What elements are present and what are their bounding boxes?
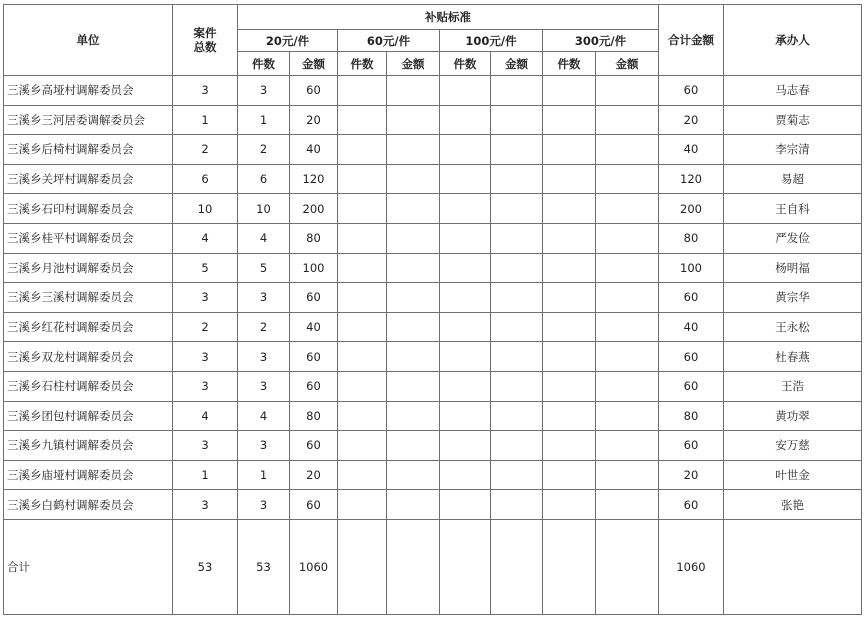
table-row: [4, 460, 862, 490]
row-cases: 3: [173, 283, 238, 313]
row-t20-count: 1: [238, 460, 290, 490]
table-row: [4, 223, 862, 253]
row-handler: 杨明福: [724, 253, 862, 283]
row-total-amount: 40: [659, 312, 724, 342]
row-t100-count: [440, 283, 491, 313]
table-row: [4, 164, 862, 194]
row-unit: 三溪乡双龙村调解委员会: [4, 342, 173, 372]
row-t20-count: 4: [238, 401, 290, 431]
row-t100-amount: [491, 223, 543, 253]
row-cases: 3: [173, 371, 238, 401]
row-handler: 王浩: [724, 371, 862, 401]
row-t20-amount: 200: [290, 194, 338, 224]
row-t300-count: [543, 342, 596, 372]
row-t60-count: [338, 460, 387, 490]
row-t60-count: [338, 253, 387, 283]
row-total-amount: 200: [659, 194, 724, 224]
row-unit: 三溪乡石印村调解委员会: [4, 194, 173, 224]
row-t60-amount: [387, 105, 440, 135]
row-total-amount: 40: [659, 135, 724, 165]
row-t300-amount: [596, 253, 659, 283]
table-row: [4, 431, 862, 461]
table-row: [4, 253, 862, 283]
row-t60-amount: [387, 194, 440, 224]
row-total-amount: 60: [659, 76, 724, 106]
row-t60-count: [338, 105, 387, 135]
row-t20-count: 2: [238, 135, 290, 165]
row-handler: 李宗清: [724, 135, 862, 165]
row-unit: 三溪乡三溪村调解委员会: [4, 283, 173, 313]
row-t20-count: 3: [238, 76, 290, 106]
summary-cases: 53: [173, 519, 238, 614]
row-t60-amount: [387, 401, 440, 431]
row-t20-amount: 60: [290, 490, 338, 520]
row-handler: 杜春燕: [724, 342, 862, 372]
row-handler: 叶世金: [724, 460, 862, 490]
row-t300-amount: [596, 76, 659, 106]
row-t100-count: [440, 312, 491, 342]
row-t300-amount: [596, 460, 659, 490]
row-unit: 三溪乡庙垭村调解委员会: [4, 460, 173, 490]
row-t60-amount: [387, 76, 440, 106]
header-case-total-line2: 总数: [193, 40, 217, 54]
row-t20-amount: 60: [290, 431, 338, 461]
row-t60-count: [338, 283, 387, 313]
summary-t100-count: [440, 519, 491, 614]
header-amount: 金额: [491, 52, 543, 76]
row-t60-count: [338, 135, 387, 165]
row-t100-amount: [491, 460, 543, 490]
header-total-amount: 合计金额: [659, 5, 724, 76]
row-t300-count: [543, 312, 596, 342]
row-t20-count: 1: [238, 105, 290, 135]
row-t60-amount: [387, 283, 440, 313]
row-t20-amount: 20: [290, 460, 338, 490]
summary-t300-count: [543, 519, 596, 614]
table-row: [4, 401, 862, 431]
row-t20-count: 3: [238, 342, 290, 372]
row-handler: 黄功翠: [724, 401, 862, 431]
row-t100-amount: [491, 76, 543, 106]
header-count: 件数: [338, 52, 387, 76]
row-t100-count: [440, 342, 491, 372]
row-handler: 张艳: [724, 490, 862, 520]
row-t300-count: [543, 135, 596, 165]
row-handler: 易超: [724, 164, 862, 194]
row-t300-amount: [596, 105, 659, 135]
row-t300-amount: [596, 371, 659, 401]
row-t60-count: [338, 401, 387, 431]
row-cases: 3: [173, 76, 238, 106]
row-t60-amount: [387, 490, 440, 520]
row-total-amount: 20: [659, 105, 724, 135]
summary-label: 合计: [4, 519, 173, 614]
row-total-amount: 120: [659, 164, 724, 194]
row-t60-count: [338, 431, 387, 461]
row-cases: 2: [173, 135, 238, 165]
row-t60-amount: [387, 312, 440, 342]
row-t20-count: 3: [238, 431, 290, 461]
summary-t100-amount: [491, 519, 543, 614]
row-t20-amount: 20: [290, 105, 338, 135]
row-t20-amount: 40: [290, 312, 338, 342]
row-t300-count: [543, 371, 596, 401]
row-total-amount: 80: [659, 223, 724, 253]
row-t20-count: 3: [238, 283, 290, 313]
row-t20-amount: 80: [290, 223, 338, 253]
row-t300-count: [543, 283, 596, 313]
header-handler: 承办人: [724, 5, 862, 76]
row-t20-amount: 100: [290, 253, 338, 283]
row-cases: 2: [173, 312, 238, 342]
header-tier-60: 60元/件: [338, 30, 440, 52]
row-t300-amount: [596, 223, 659, 253]
row-t100-amount: [491, 194, 543, 224]
row-t60-count: [338, 490, 387, 520]
row-t60-count: [338, 164, 387, 194]
row-total-amount: 60: [659, 431, 724, 461]
row-t300-count: [543, 253, 596, 283]
row-t300-amount: [596, 283, 659, 313]
row-handler: 严发俭: [724, 223, 862, 253]
row-t20-count: 5: [238, 253, 290, 283]
row-cases: 1: [173, 105, 238, 135]
row-cases: 5: [173, 253, 238, 283]
row-cases: 3: [173, 431, 238, 461]
row-total-amount: 60: [659, 283, 724, 313]
header-subsidy-standard: 补贴标准: [238, 5, 659, 30]
row-t100-count: [440, 76, 491, 106]
row-handler: 安万慈: [724, 431, 862, 461]
row-t100-count: [440, 431, 491, 461]
row-t60-count: [338, 76, 387, 106]
row-unit: 三溪乡白鹤村调解委员会: [4, 490, 173, 520]
row-handler: 王永松: [724, 312, 862, 342]
subsidy-table: [3, 4, 862, 615]
row-unit: 三溪乡高垭村调解委员会: [4, 76, 173, 106]
row-unit: 三溪乡月池村调解委员会: [4, 253, 173, 283]
row-t20-amount: 60: [290, 371, 338, 401]
row-total-amount: 20: [659, 460, 724, 490]
row-t20-count: 6: [238, 164, 290, 194]
row-t300-count: [543, 194, 596, 224]
summary-row: [4, 519, 862, 614]
table-row: [4, 283, 862, 313]
row-t20-count: 3: [238, 490, 290, 520]
row-t300-amount: [596, 401, 659, 431]
row-unit: 三溪乡关坪村调解委员会: [4, 164, 173, 194]
row-t300-count: [543, 460, 596, 490]
row-t300-count: [543, 223, 596, 253]
header-unit: 单位: [4, 5, 173, 76]
row-unit: 三溪乡后椅村调解委员会: [4, 135, 173, 165]
summary-handler: [724, 519, 862, 614]
row-cases: 4: [173, 401, 238, 431]
row-handler: 王自科: [724, 194, 862, 224]
summary-t300-amount: [596, 519, 659, 614]
row-total-amount: 80: [659, 401, 724, 431]
row-t60-count: [338, 312, 387, 342]
row-cases: 3: [173, 490, 238, 520]
header-case-total-line1: 案件: [193, 26, 217, 40]
row-t60-count: [338, 194, 387, 224]
header-tier-300: 300元/件: [543, 30, 659, 52]
row-t100-amount: [491, 164, 543, 194]
summary-total-amount: 1060: [659, 519, 724, 614]
row-handler: 贾菊志: [724, 105, 862, 135]
header-case-total: [173, 5, 238, 76]
row-t300-amount: [596, 312, 659, 342]
row-t20-count: 2: [238, 312, 290, 342]
header-count: 件数: [440, 52, 491, 76]
row-t300-amount: [596, 194, 659, 224]
summary-t60-amount: [387, 519, 440, 614]
table-row: [4, 76, 862, 106]
row-t20-count: 10: [238, 194, 290, 224]
row-total-amount: 60: [659, 371, 724, 401]
table-row: [4, 312, 862, 342]
row-t300-count: [543, 490, 596, 520]
row-total-amount: 100: [659, 253, 724, 283]
row-t60-amount: [387, 164, 440, 194]
row-t100-count: [440, 490, 491, 520]
row-t100-count: [440, 460, 491, 490]
row-t60-amount: [387, 431, 440, 461]
row-t100-amount: [491, 253, 543, 283]
row-cases: 3: [173, 342, 238, 372]
row-t60-amount: [387, 253, 440, 283]
row-t300-amount: [596, 431, 659, 461]
row-t60-amount: [387, 342, 440, 372]
table-row: [4, 135, 862, 165]
row-handler: 马志春: [724, 76, 862, 106]
summary-t20-amount: 1060: [290, 519, 338, 614]
row-t60-amount: [387, 135, 440, 165]
row-t300-amount: [596, 135, 659, 165]
table-row: [4, 105, 862, 135]
row-t60-amount: [387, 223, 440, 253]
table-row: [4, 490, 862, 520]
row-t20-count: 4: [238, 223, 290, 253]
row-t100-count: [440, 253, 491, 283]
row-t100-amount: [491, 431, 543, 461]
row-total-amount: 60: [659, 490, 724, 520]
header-count: 件数: [543, 52, 596, 76]
row-t60-count: [338, 371, 387, 401]
row-t100-count: [440, 223, 491, 253]
row-t60-amount: [387, 371, 440, 401]
row-t20-count: 3: [238, 371, 290, 401]
header-tier-20: 20元/件: [238, 30, 338, 52]
row-unit: 三溪乡石柱村调解委员会: [4, 371, 173, 401]
header-amount: 金额: [596, 52, 659, 76]
row-t100-count: [440, 105, 491, 135]
table-row: [4, 342, 862, 372]
row-t20-amount: 60: [290, 283, 338, 313]
row-t300-count: [543, 401, 596, 431]
table-row: [4, 194, 862, 224]
table-body: [4, 76, 862, 520]
row-unit: 三溪乡九镇村调解委员会: [4, 431, 173, 461]
row-t60-amount: [387, 460, 440, 490]
row-t100-amount: [491, 105, 543, 135]
row-t300-count: [543, 164, 596, 194]
row-t100-count: [440, 135, 491, 165]
row-t100-count: [440, 194, 491, 224]
row-t100-amount: [491, 342, 543, 372]
row-unit: 三溪乡桂平村调解委员会: [4, 223, 173, 253]
row-t100-amount: [491, 283, 543, 313]
row-t20-amount: 80: [290, 401, 338, 431]
row-t100-count: [440, 371, 491, 401]
row-t100-amount: [491, 312, 543, 342]
row-cases: 6: [173, 164, 238, 194]
row-unit: 三溪乡三河居委调解委员会: [4, 105, 173, 135]
row-unit: 三溪乡团包村调解委员会: [4, 401, 173, 431]
row-cases: 1: [173, 460, 238, 490]
row-t20-amount: 60: [290, 342, 338, 372]
row-t100-amount: [491, 135, 543, 165]
row-t20-amount: 60: [290, 76, 338, 106]
row-t20-amount: 120: [290, 164, 338, 194]
row-t100-count: [440, 401, 491, 431]
row-t300-amount: [596, 490, 659, 520]
row-handler: 黄宗华: [724, 283, 862, 313]
row-t300-count: [543, 76, 596, 106]
row-t300-amount: [596, 164, 659, 194]
row-total-amount: 60: [659, 342, 724, 372]
header-tier-100: 100元/件: [440, 30, 543, 52]
row-t60-count: [338, 223, 387, 253]
row-t300-count: [543, 431, 596, 461]
row-cases: 4: [173, 223, 238, 253]
summary-t60-count: [338, 519, 387, 614]
table-row: [4, 371, 862, 401]
row-t300-amount: [596, 342, 659, 372]
row-t300-count: [543, 105, 596, 135]
header-amount: 金额: [387, 52, 440, 76]
row-t60-count: [338, 342, 387, 372]
row-t100-count: [440, 164, 491, 194]
row-t100-amount: [491, 490, 543, 520]
row-unit: 三溪乡红花村调解委员会: [4, 312, 173, 342]
row-cases: 10: [173, 194, 238, 224]
header-amount: 金额: [290, 52, 338, 76]
row-t20-amount: 40: [290, 135, 338, 165]
row-t100-amount: [491, 401, 543, 431]
summary-t20-count: 53: [238, 519, 290, 614]
header-count: 件数: [238, 52, 290, 76]
row-t100-amount: [491, 371, 543, 401]
